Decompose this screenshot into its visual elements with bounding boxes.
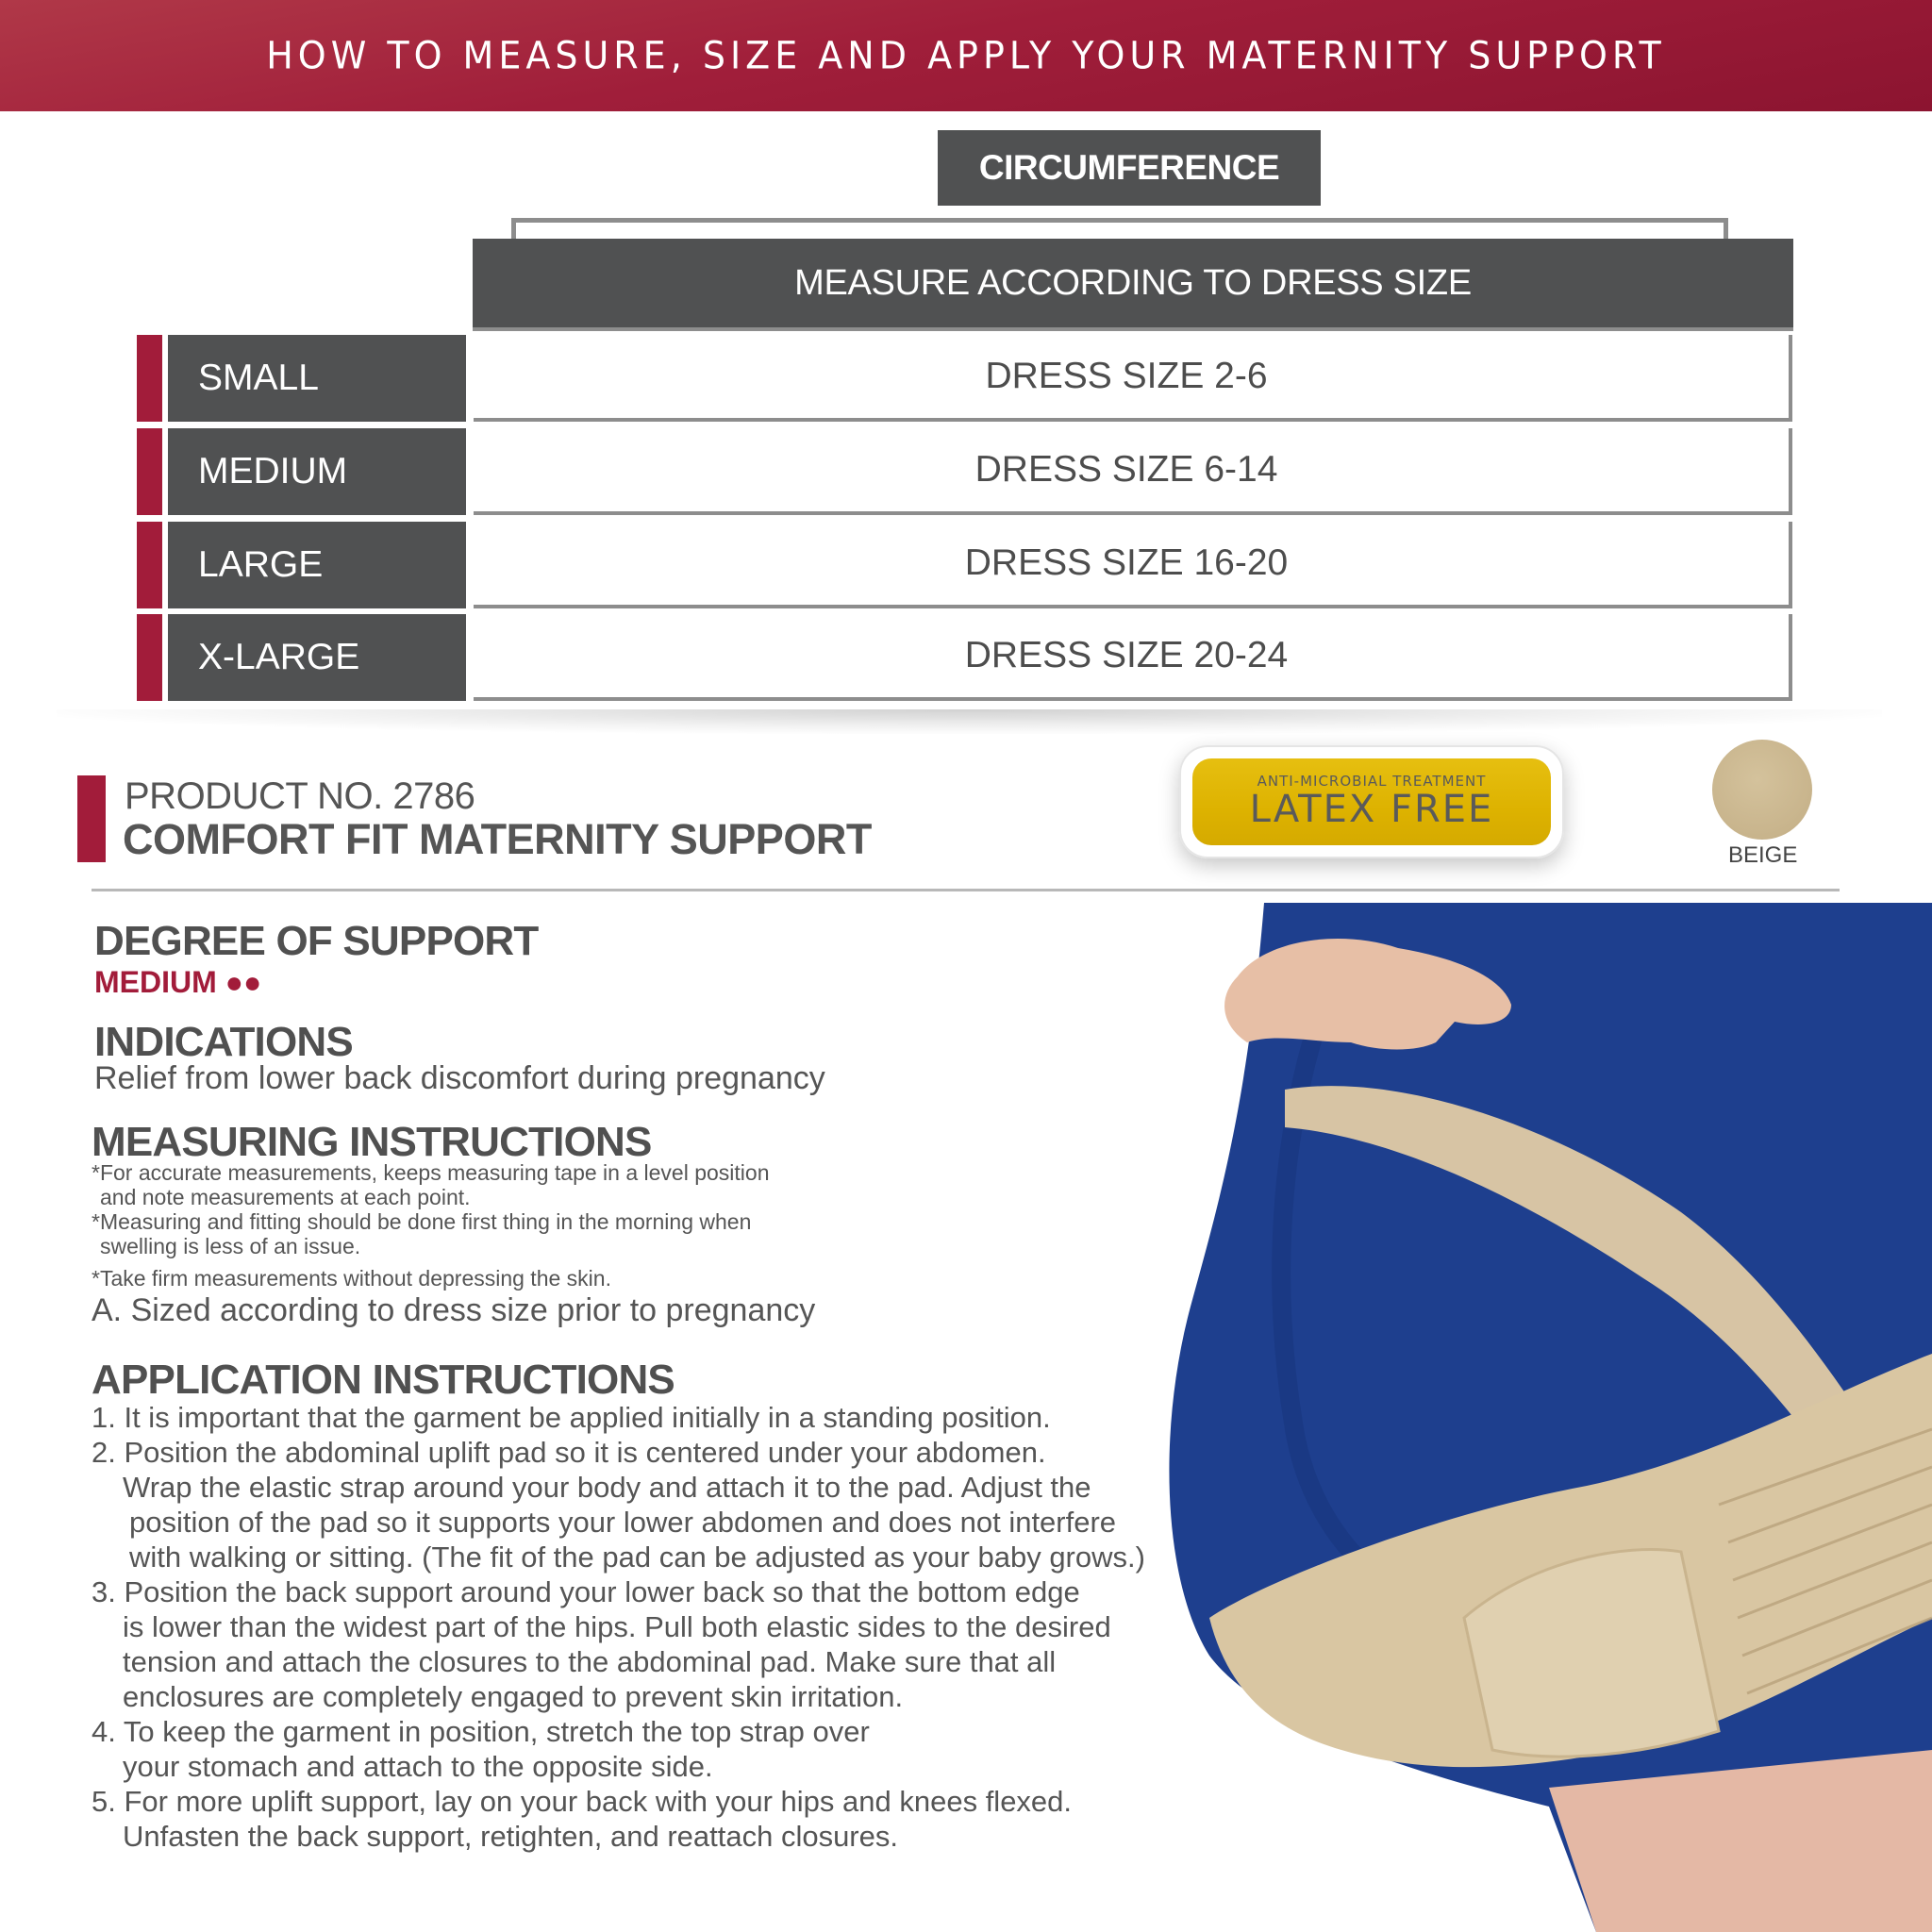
step-line: 3. Position the back support around your lower back so that the bottom edge xyxy=(92,1575,1080,1608)
step-line: Unfasten the back support, retighten, and reattach closures. xyxy=(123,1820,898,1853)
product-name: COMFORT FIT MATERNITY SUPPORT xyxy=(123,815,872,863)
measuring-note: *For accurate measurements, keeps measuring tape in a level position xyxy=(92,1160,770,1185)
size-label: X-LARGE xyxy=(168,614,466,701)
step-line: enclosures are completely engaged to prevent skin irritation. xyxy=(123,1680,904,1713)
measuring-note: and note measurements at each point. xyxy=(100,1185,471,1209)
measuring-note: *Take firm measurements without depressing the skin. xyxy=(92,1266,611,1291)
measuring-heading: MEASURING INSTRUCTIONS xyxy=(92,1119,652,1165)
product-photo xyxy=(1153,901,1932,1932)
bracket-divider xyxy=(511,218,1728,239)
row-accent-bar xyxy=(137,614,162,701)
size-label: LARGE xyxy=(168,522,466,608)
size-column-header: MEASURE ACCORDING TO DRESS SIZE xyxy=(473,239,1793,331)
step-line: 4. To keep the garment in position, stretch the top strap over xyxy=(92,1715,870,1748)
application-steps xyxy=(92,1400,1224,1854)
row-accent-bar xyxy=(137,428,162,515)
row-accent-bar xyxy=(137,335,162,422)
size-label: MEDIUM xyxy=(168,428,466,515)
size-row-medium xyxy=(137,428,1795,515)
step-line: tension and attach the closures to the abdominal pad. Make sure that all xyxy=(123,1645,1057,1678)
measuring-note: *Measuring and fitting should be done first thing in the morning when xyxy=(92,1209,752,1234)
product-accent-bar xyxy=(77,775,106,862)
step-line: 1. It is important that the garment be applied initially in a standing position. xyxy=(92,1401,1051,1434)
row-accent-bar xyxy=(137,522,162,608)
header-banner xyxy=(0,0,1932,111)
step-line: Wrap the elastic strap around your body and attach it to the pad. Adjust the xyxy=(123,1471,1091,1504)
latex-free-badge xyxy=(1179,745,1564,858)
step-line: is lower than the widest part of the hips. Pull both elastic sides to the desired xyxy=(123,1610,1111,1643)
step-line: with walking or sitting. (The fit of the pad can be adjusted as your baby grows.) xyxy=(129,1541,1145,1574)
dress-size-value: DRESS SIZE 2-6 xyxy=(474,335,1792,422)
section-divider xyxy=(92,889,1840,891)
measuring-notes xyxy=(92,1160,865,1291)
size-row-small xyxy=(137,335,1795,422)
dress-size-value: DRESS SIZE 16-20 xyxy=(474,522,1792,608)
step-line: 2. Position the abdominal uplift pad so it is centered under your abdomen. xyxy=(92,1436,1046,1469)
indications-text: Relief from lower back discomfort during pregnancy xyxy=(94,1060,825,1096)
degree-value: MEDIUM ●● xyxy=(94,965,262,999)
product-number: PRODUCT NO. 2786 xyxy=(125,775,475,817)
dress-size-value: DRESS SIZE 20-24 xyxy=(474,614,1792,701)
badge-title: LATEX FREE xyxy=(1249,788,1494,831)
latex-badge-inner xyxy=(1192,758,1551,845)
application-heading: APPLICATION INSTRUCTIONS xyxy=(92,1357,675,1403)
table-shadow xyxy=(57,709,1882,734)
sizing-note: A. Sized according to dress size prior to pregnancy xyxy=(92,1292,816,1328)
dress-size-value: DRESS SIZE 6-14 xyxy=(474,428,1792,515)
color-swatch-label: BEIGE xyxy=(1728,842,1798,868)
size-row-x-large xyxy=(137,614,1795,701)
color-swatch-beige[interactable] xyxy=(1712,740,1812,840)
step-line: 5. For more uplift support, lay on your back with your hips and knees flexed. xyxy=(92,1785,1073,1818)
badge-subtitle: ANTI-MICROBIAL TREATMENT xyxy=(1257,773,1487,790)
degree-heading: DEGREE OF SUPPORT xyxy=(94,918,539,964)
size-label: SMALL xyxy=(168,335,466,422)
size-row-large xyxy=(137,522,1795,608)
page-title: HOW TO MEASURE, SIZE AND APPLY YOUR MATERNITY SUPPORT xyxy=(266,33,1666,78)
measuring-note: swelling is less of an issue. xyxy=(100,1234,361,1258)
step-line: your stomach and attach to the opposite side. xyxy=(123,1750,713,1783)
step-line: position of the pad so it supports your lower abdomen and does not interfere xyxy=(129,1506,1117,1539)
circumference-label: CIRCUMFERENCE xyxy=(938,130,1321,206)
indications-heading: INDICATIONS xyxy=(94,1019,353,1065)
